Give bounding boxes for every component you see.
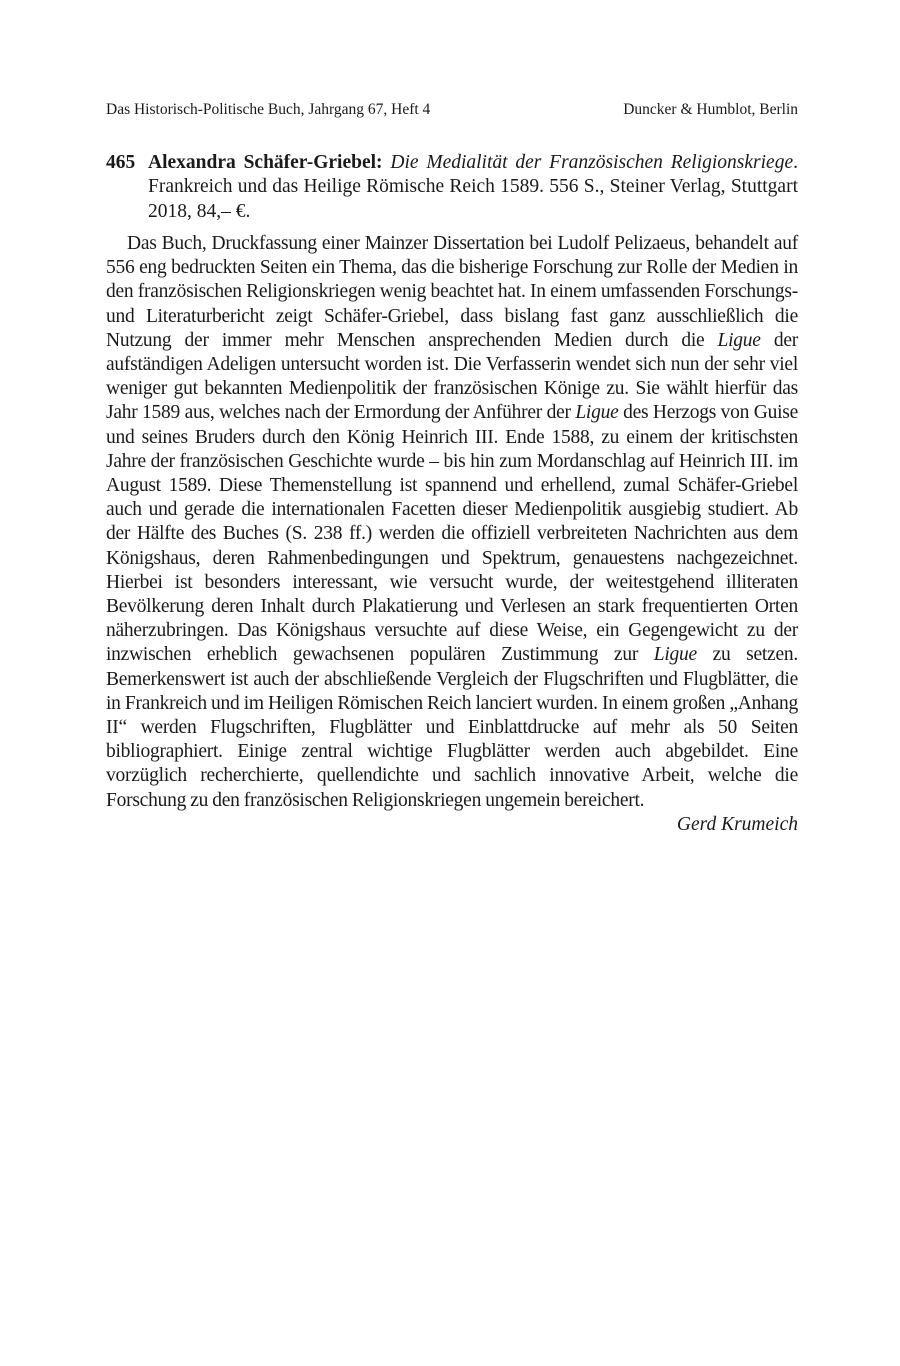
book-title: Die Medialität der Französischen Religionskriege bbox=[390, 152, 794, 173]
journal-title: Das Historisch-Politische Buch, Jahrgang 67, Heft 4 bbox=[106, 101, 431, 118]
review-segment: der aufständigen Adeligen untersucht worden ist. Die Verfasserin wendet sich nun der sehr viel weniger gut bekannten Medienpolitik der französischen Könige zu. Sie wählt hierfür das Jahr 1589 aus, welches nach der Ermordung der Anführer der bbox=[106, 329, 799, 424]
book-author: Alexandra Schäfer-Griebel: bbox=[148, 152, 383, 173]
review-text bbox=[106, 232, 798, 813]
review-segment-italic: Ligue bbox=[653, 644, 697, 666]
entry-number: 465 bbox=[106, 152, 136, 173]
publication-details: . Frankreich und das Heilige Römische Reich 1589. 556 S., Steiner Verlag, Stuttgart 2018, 84,– €. bbox=[148, 152, 798, 222]
running-header bbox=[106, 100, 798, 120]
review-segment: Das Buch, Druckfassung einer Mainzer Dissertation bei Ludolf Pelizaeus, behandelt auf 556 eng bedruckten Seiten ein Thema, das die bisherige Forschung zur Rolle der Medien in den französischen Religionskriegen wenig beachtet hat. In einem umfassenden Forschungs- und Literaturbericht zeigt Schäfer-Griebel, dass bislang fast ganz ausschließlich die Nutzung der immer mehr Menschen ansprechenden Medien durch die bbox=[106, 232, 798, 351]
publisher-name: Duncker & Humblot, Berlin bbox=[623, 101, 798, 118]
review-segment-italic: Ligue bbox=[717, 329, 761, 351]
review-segment: zu setzen. Bemerkenswert ist auch der abschließende Vergleich der Flugschriften und Flugblätter, die in Frankreich und im Heiligen Römischen Reich lanciert wurden. In einem großen „Anhang II“ werden Flugschriften, Flugblätter und Einblattdrucke auf mehr als 50 Seiten bibliographiert. Einige zentral wichtige Flugblätter werden auch abgebildet. Eine vorzüglich recherchierte, quellendichte und sachlich innovative Arbeit, welche die Forschung zu den französischen Religionskriegen ungemein bereichert. bbox=[106, 644, 798, 811]
reviewer-name: Gerd Krumeich bbox=[676, 813, 798, 835]
review-segment-italic: Ligue bbox=[575, 402, 619, 424]
review-segment: des Herzogs von Guise und seines Bruders durch den König Heinrich III. Ende 1588, zu einem der kritischsten Jahre der französischen Geschichte wurde – bis hin zum Mordanschlag auf Heinrich III. im August 1589. Diese Themenstellung ist spannend und erhellend, zumal Schäfer-Griebel auch und gerade die internationalen Facetten dieser Medienpolitik ausgiebig studiert. Ab der Hälfte des Buches (S. 238 ff.) werden die offiziell verbreiteten Nachrichten aus dem Königshaus, deren Rahmenbedingungen und Spektrum, genauestens nachgezeichnet. Hierbei ist besonders interessant, wie versucht wurde, der weitestgehend illiteraten Bevölkerung deren Inhalt durch Plakatierung und Verlesen an stark frequentierten Orten näherzubringen. Das Königshaus versuchte auf diese Weise, ein Gegengewicht zu der inzwischen erheblich gewachsenen populären Zustimmung zur bbox=[106, 402, 798, 666]
bibliographic-citation bbox=[106, 151, 798, 224]
review-entry bbox=[106, 151, 798, 837]
